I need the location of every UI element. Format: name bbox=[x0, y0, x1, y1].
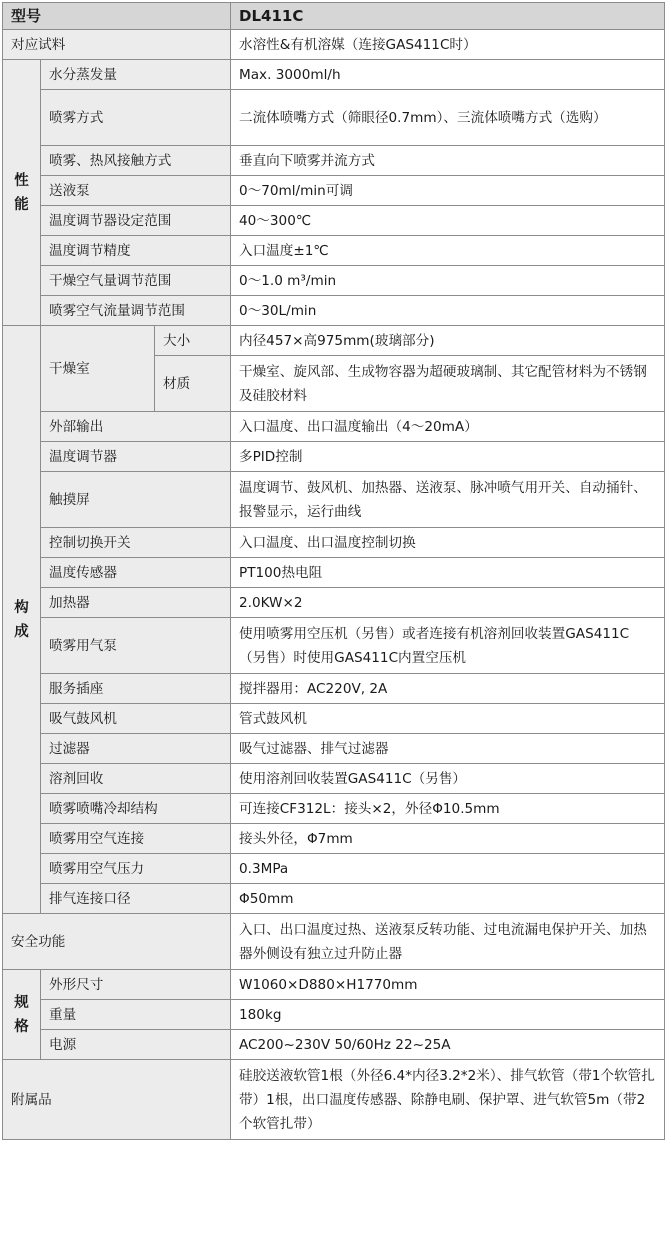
perf-label: 送液泵 bbox=[41, 176, 231, 206]
safety-row bbox=[3, 914, 665, 970]
spec-table bbox=[2, 2, 665, 1140]
perf-value: 0～1.0 m³/min bbox=[231, 266, 665, 296]
struct-value: 0.3MPa bbox=[231, 854, 665, 884]
dim-row bbox=[3, 1000, 665, 1030]
model-label: 型号 bbox=[3, 3, 231, 30]
struct-row bbox=[3, 412, 665, 442]
struct-value: 入口温度、出口温度控制切换 bbox=[231, 528, 665, 558]
perf-label: 喷雾方式 bbox=[41, 90, 231, 146]
struct-value: 吸气过滤器、排气过滤器 bbox=[231, 734, 665, 764]
struct-row bbox=[3, 588, 665, 618]
applicable-value: 水溶性&有机溶媒（连接GAS411C时） bbox=[231, 30, 665, 60]
struct-row bbox=[3, 472, 665, 528]
struct-row bbox=[3, 558, 665, 588]
perf-row bbox=[3, 236, 665, 266]
dim-row bbox=[3, 1030, 665, 1060]
struct-value: 温度调节、鼓风机、加热器、送液泵、脉冲喷气用开关、自动捅针、报警显示，运行曲线 bbox=[231, 472, 665, 528]
struct-value: 管式鼓风机 bbox=[231, 704, 665, 734]
applicable-row bbox=[3, 30, 665, 60]
perf-label: 温度调节器设定范围 bbox=[41, 206, 231, 236]
perf-row bbox=[3, 146, 665, 176]
dryer-material-label: 材质 bbox=[155, 356, 231, 412]
dryer-size-value: 内径457×高975mm(玻璃部分) bbox=[231, 326, 665, 356]
model-row bbox=[3, 3, 665, 30]
performance-category: 性 能 bbox=[3, 60, 41, 326]
struct-row bbox=[3, 854, 665, 884]
perf-row bbox=[3, 206, 665, 236]
struct-value: 接头外径，Φ7mm bbox=[231, 824, 665, 854]
perf-value: 入口温度±1℃ bbox=[231, 236, 665, 266]
applicable-label: 对应试料 bbox=[3, 30, 231, 60]
dryer-material-value: 干燥室、旋风部、生成物容器为超硬玻璃制、其它配管材料为不锈钢及硅胶材料 bbox=[231, 356, 665, 412]
dryer-size-label: 大小 bbox=[155, 326, 231, 356]
struct-value: 入口温度、出口温度输出（4～20mA） bbox=[231, 412, 665, 442]
struct-label: 喷雾用空气压力 bbox=[41, 854, 231, 884]
dryer-size-row bbox=[3, 326, 665, 356]
struct-value: Φ50mm bbox=[231, 884, 665, 914]
dimensions-category: 规 格 bbox=[3, 970, 41, 1060]
struct-label: 喷雾用空气连接 bbox=[41, 824, 231, 854]
struct-label: 喷雾喷嘴冷却结构 bbox=[41, 794, 231, 824]
perf-value: 40～300℃ bbox=[231, 206, 665, 236]
struct-value: PT100热电阻 bbox=[231, 558, 665, 588]
struct-row bbox=[3, 704, 665, 734]
perf-value: 二流体喷嘴方式（筛眼径0.7mm）、三流体喷嘴方式（选购） bbox=[231, 90, 665, 146]
struct-value: 2.0KW×2 bbox=[231, 588, 665, 618]
struct-row bbox=[3, 674, 665, 704]
struct-label: 外部输出 bbox=[41, 412, 231, 442]
accessories-value: 硅胶送液软管1根（外径6.4*内径3.2*2米）、排气软管（带1个软管扎带）1根，出口温度传感器、除静电刷、保护罩、进气软管5m（带2个软管扎带） bbox=[231, 1060, 665, 1140]
structure-category: 构 成 bbox=[3, 326, 41, 914]
struct-label: 温度传感器 bbox=[41, 558, 231, 588]
accessories-row bbox=[3, 1060, 665, 1140]
dim-row bbox=[3, 970, 665, 1000]
struct-label: 控制切换开关 bbox=[41, 528, 231, 558]
accessories-label: 附属品 bbox=[3, 1060, 231, 1140]
struct-value: 使用喷雾用空压机（另售）或者连接有机溶剂回收装置GAS411C（另售）时使用GAS411C内置空压机 bbox=[231, 618, 665, 674]
struct-label: 吸气鼓风机 bbox=[41, 704, 231, 734]
perf-value: 0～30L/min bbox=[231, 296, 665, 326]
perf-label: 水分蒸发量 bbox=[41, 60, 231, 90]
struct-row bbox=[3, 884, 665, 914]
struct-value: 多PID控制 bbox=[231, 442, 665, 472]
dim-value: AC200~230V 50/60Hz 22~25A bbox=[231, 1030, 665, 1060]
perf-row bbox=[3, 60, 665, 90]
struct-row bbox=[3, 442, 665, 472]
struct-label: 加热器 bbox=[41, 588, 231, 618]
perf-row bbox=[3, 176, 665, 206]
struct-label: 排气连接口径 bbox=[41, 884, 231, 914]
struct-value: 使用溶剂回收装置GAS411C（另售） bbox=[231, 764, 665, 794]
perf-value: 垂直向下喷雾并流方式 bbox=[231, 146, 665, 176]
perf-row bbox=[3, 90, 665, 146]
safety-label: 安全功能 bbox=[3, 914, 231, 970]
struct-row bbox=[3, 794, 665, 824]
dim-value: W1060×D880×H1770mm bbox=[231, 970, 665, 1000]
struct-label: 触摸屏 bbox=[41, 472, 231, 528]
struct-label: 过滤器 bbox=[41, 734, 231, 764]
safety-value: 入口、出口温度过热、送液泵反转功能、过电流漏电保护开关、加热器外侧设有独立过升防止器 bbox=[231, 914, 665, 970]
perf-label: 喷雾空气流量调节范围 bbox=[41, 296, 231, 326]
struct-label: 喷雾用气泵 bbox=[41, 618, 231, 674]
dim-label: 重量 bbox=[41, 1000, 231, 1030]
dim-value: 180kg bbox=[231, 1000, 665, 1030]
struct-row bbox=[3, 824, 665, 854]
perf-value: 0～70ml/min可调 bbox=[231, 176, 665, 206]
perf-label: 干燥空气量调节范围 bbox=[41, 266, 231, 296]
struct-value: 搅拌器用：AC220V, 2A bbox=[231, 674, 665, 704]
model-value: DL411C bbox=[231, 3, 665, 30]
struct-label: 温度调节器 bbox=[41, 442, 231, 472]
dim-label: 外形尺寸 bbox=[41, 970, 231, 1000]
struct-row bbox=[3, 734, 665, 764]
perf-row bbox=[3, 296, 665, 326]
dryer-label: 干燥室 bbox=[41, 326, 155, 412]
dim-label: 电源 bbox=[41, 1030, 231, 1060]
perf-value: Max. 3000ml/h bbox=[231, 60, 665, 90]
perf-row bbox=[3, 266, 665, 296]
perf-label: 温度调节精度 bbox=[41, 236, 231, 266]
perf-label: 喷雾、热风接触方式 bbox=[41, 146, 231, 176]
struct-row bbox=[3, 618, 665, 674]
struct-label: 溶剂回收 bbox=[41, 764, 231, 794]
struct-row bbox=[3, 764, 665, 794]
struct-row bbox=[3, 528, 665, 558]
struct-label: 服务插座 bbox=[41, 674, 231, 704]
struct-value: 可连接CF312L：接头×2，外径Φ10.5mm bbox=[231, 794, 665, 824]
